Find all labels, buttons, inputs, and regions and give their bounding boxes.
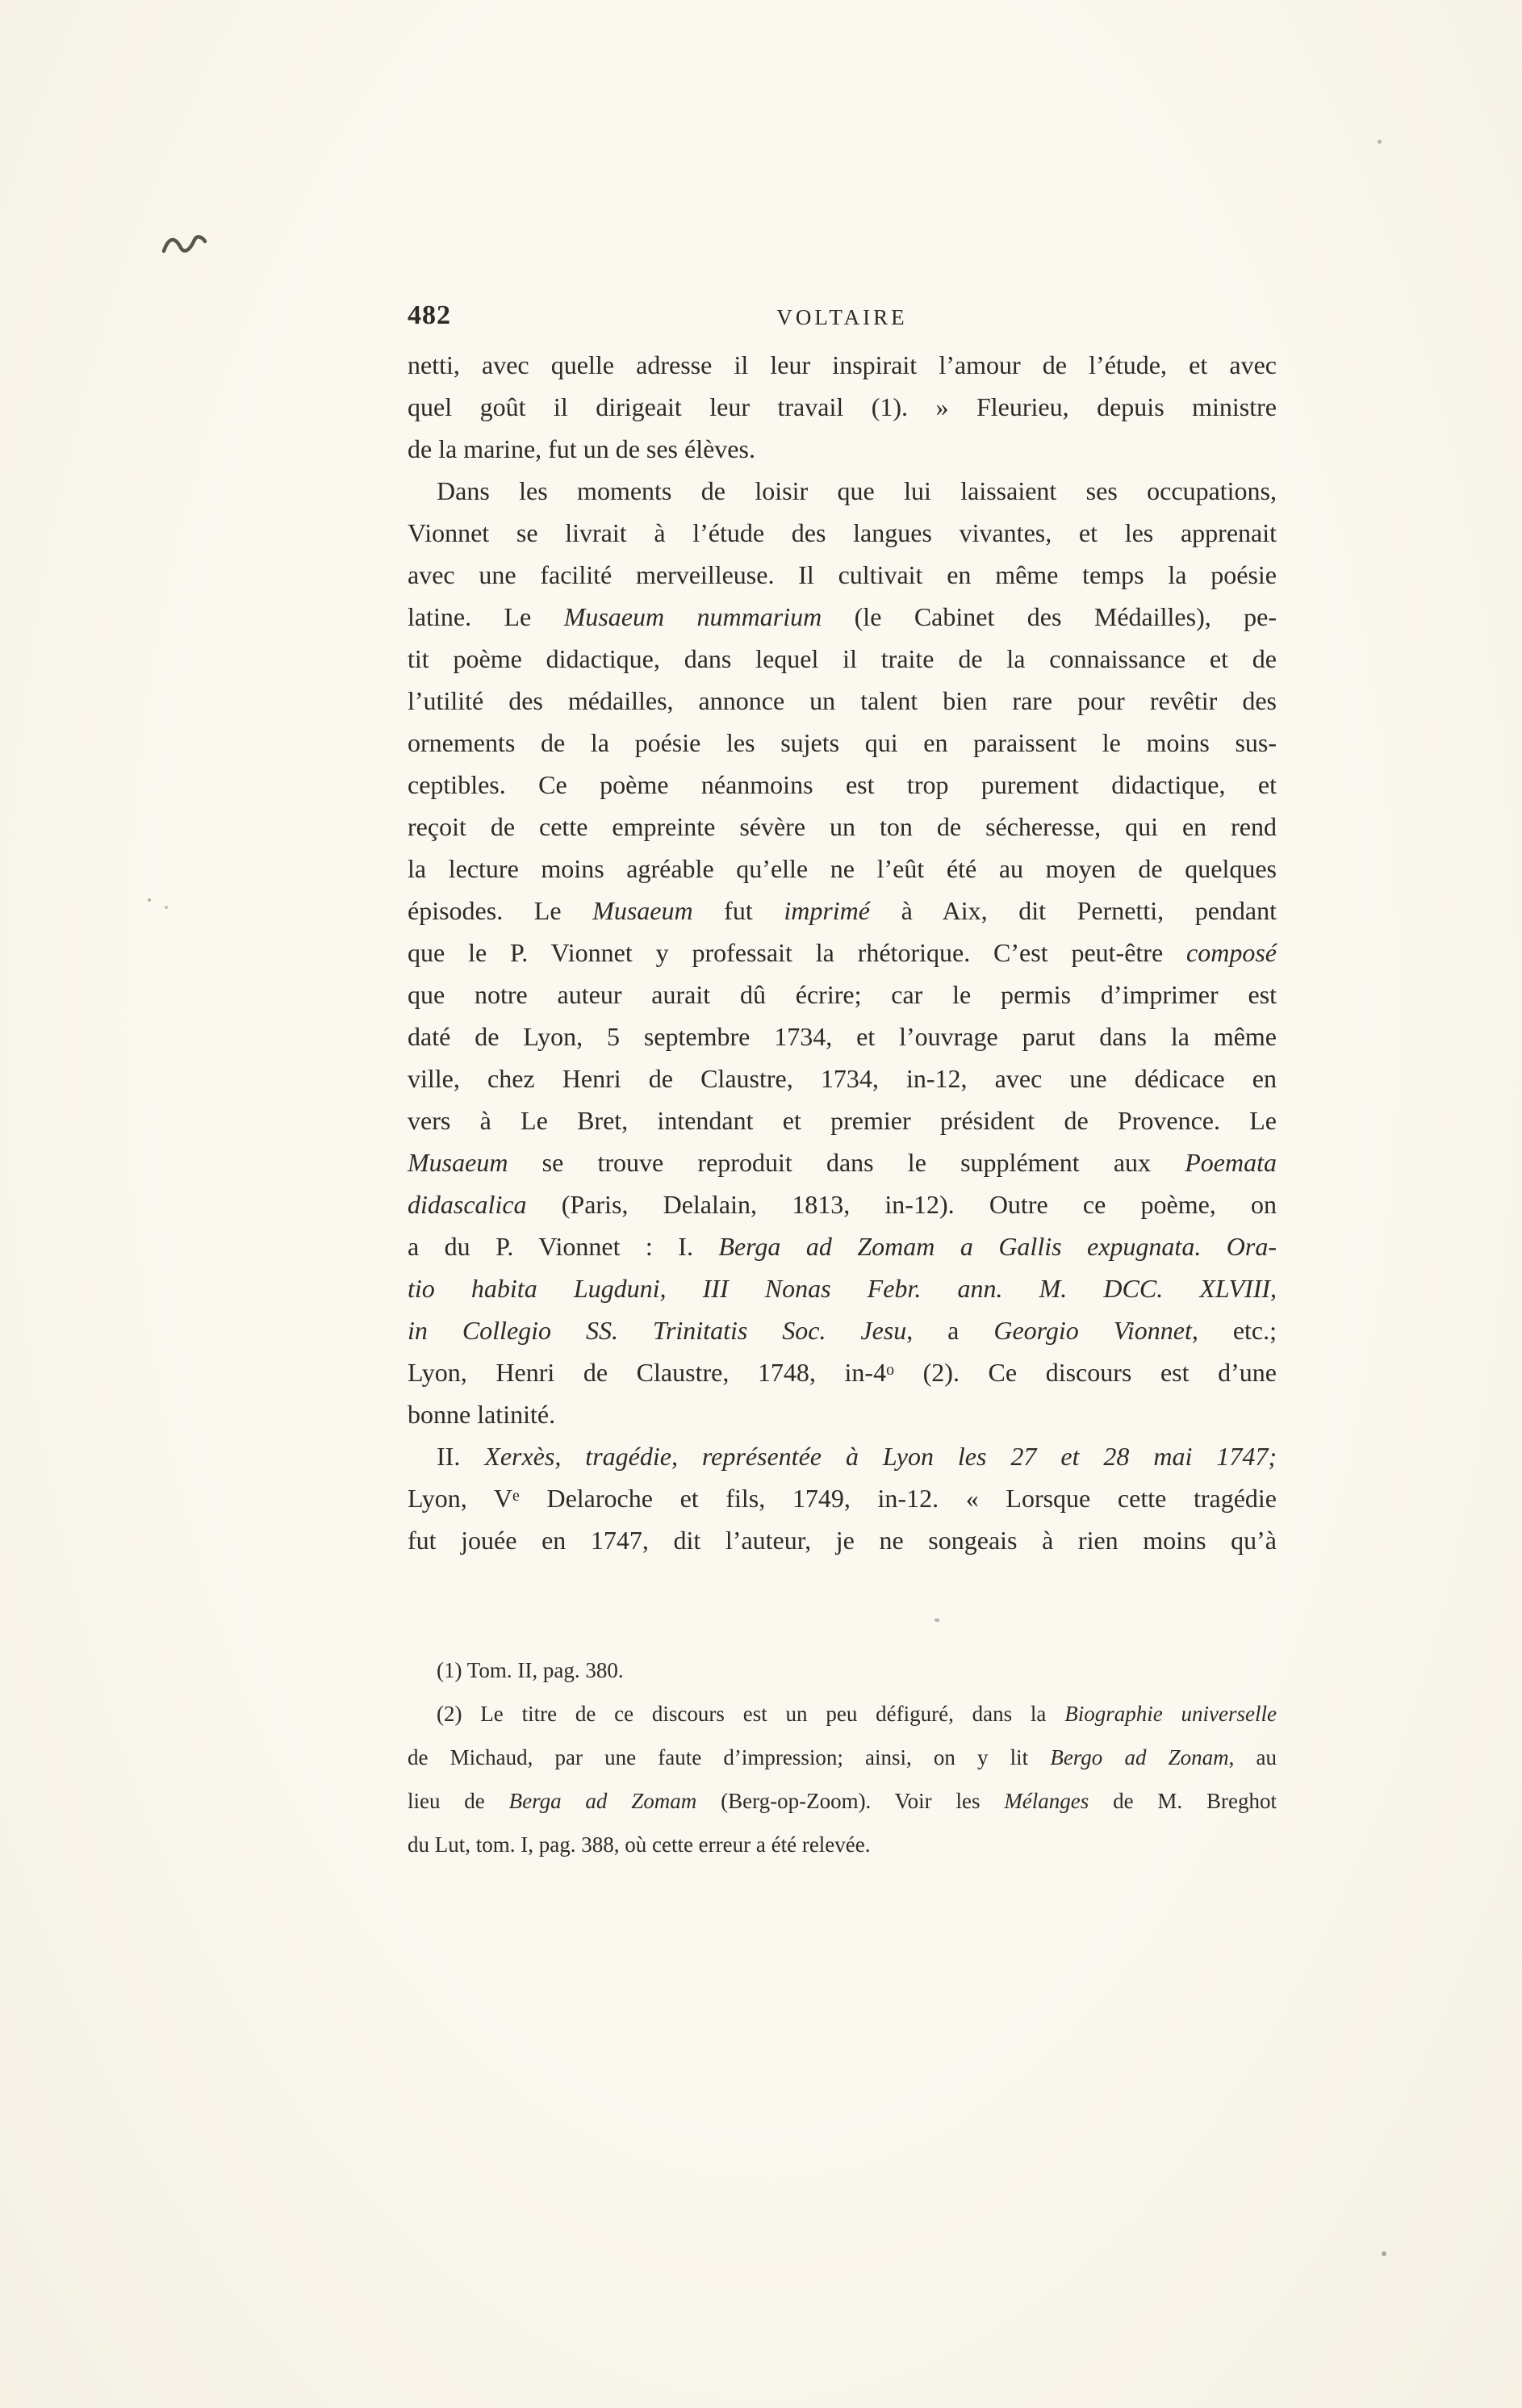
plain-text: (2). Ce discours est d’une [894, 1358, 1277, 1387]
footnotes [408, 1648, 1277, 1866]
text-line [408, 1225, 1277, 1267]
italic-text: Xerxès, tragédie, représentée à Lyon les 27 et 28 mai 1747; [484, 1442, 1277, 1471]
plain-text: , a [906, 1316, 994, 1345]
text-line [408, 1477, 1277, 1519]
plain-text: fut jouée en 1747, dit l’auteur, je ne songeais à rien moins qu’à [408, 1526, 1277, 1555]
italic-text: Musaeum [592, 896, 693, 925]
text-line [408, 1435, 1277, 1477]
plain-text: l’utilité des médailles, annonce un talent bien rare pour revêtir des [408, 686, 1277, 715]
plain-text: II. [437, 1442, 485, 1471]
scan-speck [935, 1619, 939, 1622]
text-line [408, 1736, 1277, 1779]
plain-text: se trouve reproduit dans le supplément aux [508, 1148, 1185, 1177]
text-line [408, 1183, 1277, 1225]
plain-text: épisodes. Le [408, 896, 593, 925]
italic-text: Mélanges [1004, 1789, 1089, 1813]
superscript-text: e [512, 1487, 520, 1505]
italic-text: Musaeum [408, 1148, 508, 1177]
plain-text: ornements de la poésie les sujets qui en paraissent le moins sus- [408, 728, 1277, 757]
text-line [408, 596, 1277, 638]
plain-text: vers à Le Bret, intendant et premier président de Provence. Le [408, 1106, 1277, 1135]
plain-text: Vionnet se livrait à l’étude des langues vivantes, et les apprenait [408, 518, 1277, 547]
text-line [408, 932, 1277, 974]
italic-text: in Collegio SS. Trinitatis Soc. Jesu [408, 1316, 907, 1345]
italic-text: Biographie universelle [1064, 1702, 1277, 1726]
plain-text: du Lut, tom. I, pag. 388, où cette erreur a été relevée. [408, 1832, 871, 1857]
text-line [408, 1057, 1277, 1099]
plain-text: daté de Lyon, 5 septembre 1734, et l’ouvrage parut dans la même [408, 1022, 1277, 1051]
plain-text: (Berg-op-Zoom). Voir les [696, 1789, 1005, 1813]
text-line [408, 344, 1277, 386]
text-line [408, 890, 1277, 932]
text-line [408, 1779, 1277, 1823]
italic-text: Poemata [1185, 1148, 1277, 1177]
italic-text: Georgio Vionnet [993, 1316, 1192, 1345]
plain-text: ceptibles. Ce poème néanmoins est trop purement didactique, et [408, 770, 1277, 799]
plain-text: Dans les moments de loisir que lui laissaient ses occupations, [437, 476, 1277, 505]
plain-text: de Michaud, par une faute d’impression; ainsi, on y lit [408, 1745, 1051, 1769]
text-line [408, 1016, 1277, 1057]
plain-text: , au [1228, 1745, 1277, 1769]
plain-text: Lyon, Henri de Claustre, 1748, in-4 [408, 1358, 887, 1387]
text-line [408, 1309, 1277, 1351]
plain-text: à Aix, dit Pernetti, pendant [869, 896, 1277, 925]
plain-text: lieu de [408, 1789, 509, 1813]
italic-text: didascalica [408, 1190, 527, 1219]
plain-text: bonne latinité. [408, 1400, 556, 1429]
plain-text: , etc.; [1191, 1316, 1277, 1345]
text-line [408, 554, 1277, 596]
plain-text: avec une facilité merveilleuse. Il cultivait en même temps la poésie [408, 560, 1277, 589]
text-line [408, 974, 1277, 1016]
italic-text: Berga ad Zomam a Gallis expugnata. Ora- [718, 1232, 1277, 1261]
text-line [408, 1141, 1277, 1183]
text-line [408, 1099, 1277, 1141]
text-line [408, 1648, 1277, 1692]
text-line [408, 428, 1277, 470]
plain-text: (Paris, Delalain, 1813, in-12). Outre ce poème, on [526, 1190, 1277, 1219]
text-line [408, 1519, 1277, 1561]
scan-speck [1378, 140, 1382, 144]
italic-text: imprimé [784, 896, 870, 925]
plain-text: (1) Tom. II, pag. 380. [437, 1658, 624, 1682]
text-line [408, 1823, 1277, 1866]
text-line [408, 806, 1277, 848]
plain-text: de la marine, fut un de ses élèves. [408, 434, 755, 463]
text-line [408, 638, 1277, 680]
page-number: 482 [408, 300, 451, 330]
italic-text: Bergo ad Zonam [1050, 1745, 1229, 1769]
body-text [408, 344, 1277, 1561]
plain-text: (2) Le titre de ce discours est un peu défiguré, dans la [437, 1702, 1065, 1726]
text-line [408, 512, 1277, 554]
plain-text: quel goût il dirigeait leur travail (1). » Fleurieu, depuis ministre [408, 392, 1277, 421]
page-header [408, 300, 1277, 337]
plain-text: Lyon, V [408, 1484, 512, 1513]
text-line [408, 1267, 1277, 1309]
plain-text: reçoit de cette empreinte sévère un ton de sécheresse, qui en rend [408, 812, 1277, 841]
plain-text: netti, avec quelle adresse il leur inspirait l’amour de l’étude, et avec [408, 350, 1277, 379]
text-line [408, 848, 1277, 890]
plain-text: fut [692, 896, 784, 925]
superscript-text: o [886, 1361, 895, 1379]
text-line [408, 1393, 1277, 1435]
plain-text: latine. Le [408, 602, 564, 631]
text-line [408, 764, 1277, 806]
plain-text: ville, chez Henri de Claustre, 1734, in-12, avec une dédicace en [408, 1064, 1277, 1093]
plain-text: Delaroche et fils, 1749, in-12. « Lorsque cette tragédie [519, 1484, 1277, 1513]
italic-text: Berga ad Zomam [508, 1789, 697, 1813]
text-line [408, 470, 1277, 512]
scan-speck [148, 898, 151, 902]
text-line [408, 386, 1277, 428]
plain-text: de M. Breghot [1089, 1789, 1277, 1813]
plain-text: que notre auteur aurait dû écrire; car le permis d’imprimer est [408, 980, 1277, 1009]
italic-text: Musaeum nummarium [563, 602, 822, 631]
running-title: VOLTAIRE [776, 305, 908, 329]
plain-text: la lecture moins agréable qu’elle ne l’eût été au moyen de quelques [408, 854, 1277, 883]
text-line [408, 722, 1277, 764]
text-line [408, 1692, 1277, 1736]
plain-text: tit poème didactique, dans lequel il traite de la connaissance et de [408, 644, 1277, 673]
italic-text: composé [1186, 938, 1277, 967]
text-line [408, 1351, 1277, 1393]
plain-text: (le Cabinet des Médailles), pe- [822, 602, 1277, 631]
plain-text: a du P. Vionnet : I. [408, 1232, 719, 1261]
scan-speck [165, 906, 168, 909]
pen-mark-squiggle-icon [160, 228, 210, 264]
text-line [408, 680, 1277, 722]
plain-text: que le P. Vionnet y professait la rhétorique. C’est peut-être [408, 938, 1187, 967]
scan-speck [1382, 2251, 1386, 2256]
italic-text: tio habita Lugduni, III Nonas Febr. ann. M. DCC. XLVIII, [408, 1274, 1277, 1303]
